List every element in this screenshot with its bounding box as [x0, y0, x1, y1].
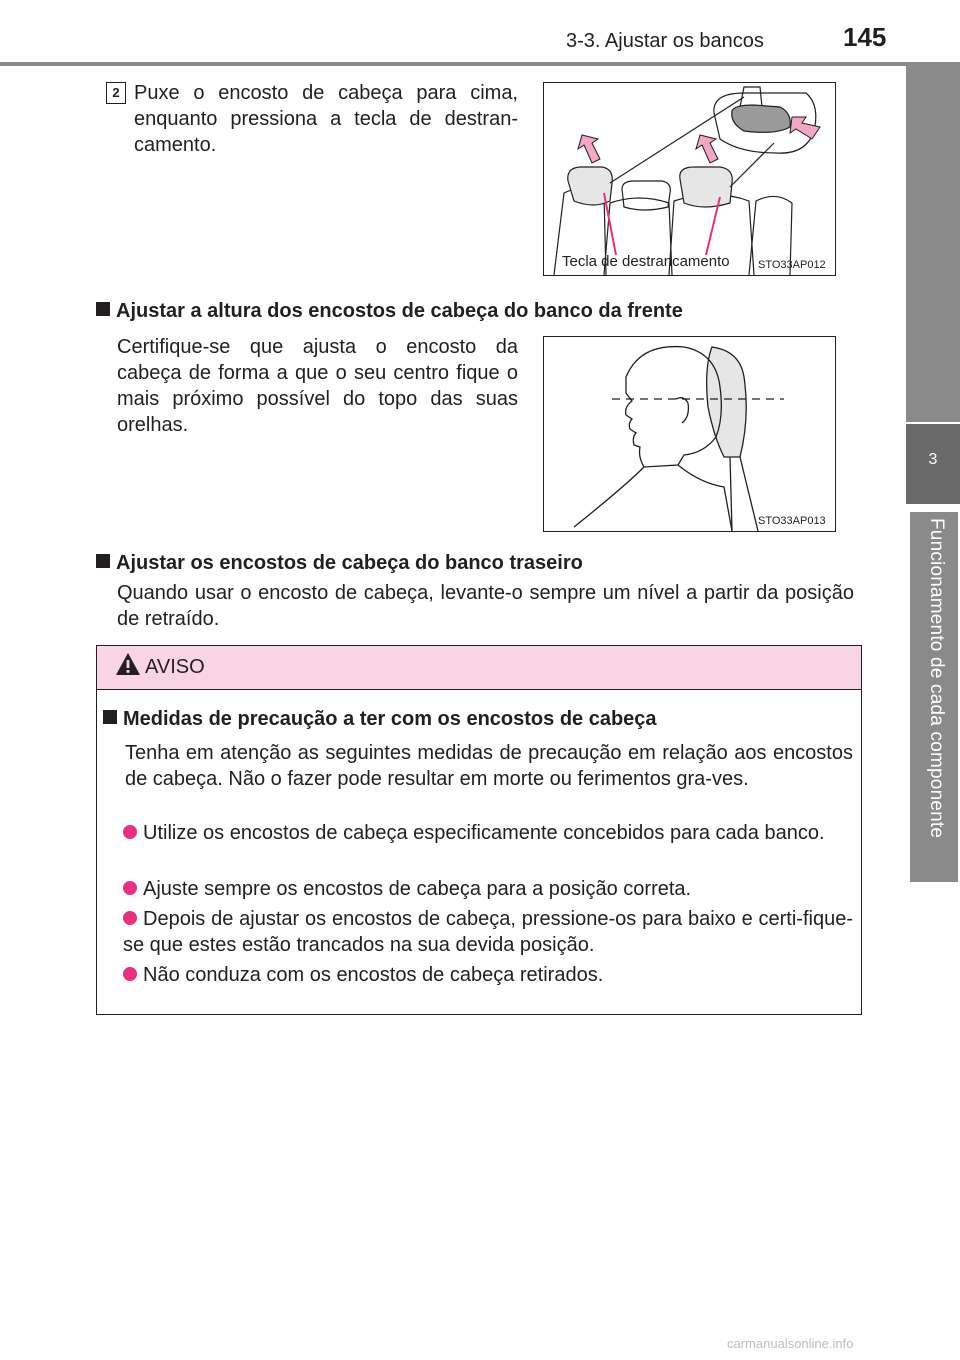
bullet-dot-icon	[123, 911, 137, 925]
bullet-dot-icon	[123, 881, 137, 895]
warning-header	[97, 646, 861, 690]
headrest-height-figure	[543, 336, 836, 532]
warning-bullet: Depois de ajustar os encostos de cabeça, pressione-os para baixo e certi-fique-se que estes estão trancados na sua devida posição.	[123, 908, 853, 956]
unlock-button-label: Tecla de destrancamento	[562, 253, 730, 270]
warning-intro: Tenha em atenção as seguintes medidas de precaução em relação aos encostos de cabeça. Não o fazer pode resultar em morte ou ferimentos gra-ves.	[125, 742, 853, 790]
warning-bullet: Ajuste sempre os encostos de cabeça para a posição correta.	[123, 876, 853, 902]
rear-headrest-heading: Ajustar os encostos de cabeça do banco traseiro	[96, 552, 583, 575]
page-number: 145	[843, 22, 887, 52]
header-rule	[0, 62, 906, 66]
heading-square-icon	[96, 302, 110, 316]
bullet-dot-icon	[123, 825, 137, 839]
chapter-number: 3	[906, 424, 960, 504]
warning-title: AVISO	[145, 656, 205, 678]
warning-bullet: Não conduza com os encostos de cabeça retirados.	[123, 962, 853, 988]
head-position-illustration	[544, 337, 835, 531]
rear-headrest-text: Quando usar o encosto de cabeça, levante-o sempre um nível a partir da posição de retraído.	[117, 582, 854, 630]
step-number-badge: 2	[106, 82, 126, 104]
headrest-release-illustration	[544, 83, 835, 275]
heading-square-icon	[96, 554, 110, 568]
headrest-release-figure	[543, 82, 836, 276]
step-text: Puxe o encosto de cabeça para cima, enquanto pressiona a tecla de destran-camento.	[134, 82, 518, 156]
warning-triangle-icon	[115, 652, 141, 676]
watermark: carmanualsonline.info	[727, 1336, 854, 1351]
side-tab-top	[906, 62, 960, 422]
warning-box	[96, 645, 862, 1015]
figure2-code: STO33AP013	[758, 515, 826, 527]
section-title: 3-3. Ajustar os bancos	[566, 30, 764, 52]
warning-bullet: Utilize os encostos de cabeça especificamente concebidos para cada banco.	[123, 820, 853, 846]
warning-heading: Medidas de precaução a ter com os encostos de cabeça	[103, 708, 657, 731]
figure1-code: STO33AP012	[758, 259, 826, 271]
front-headrest-text: Certifique-se que ajusta o encosto da cabeça de forma a que o seu centro fique o mais próximo possível do topo das suas orelhas.	[117, 336, 518, 436]
heading-square-icon	[103, 710, 117, 724]
chapter-title: Funcionamento de cada componente	[926, 518, 947, 839]
bullet-dot-icon	[123, 967, 137, 981]
front-headrest-heading: Ajustar a altura dos encostos de cabeça do banco da frente	[96, 300, 683, 323]
